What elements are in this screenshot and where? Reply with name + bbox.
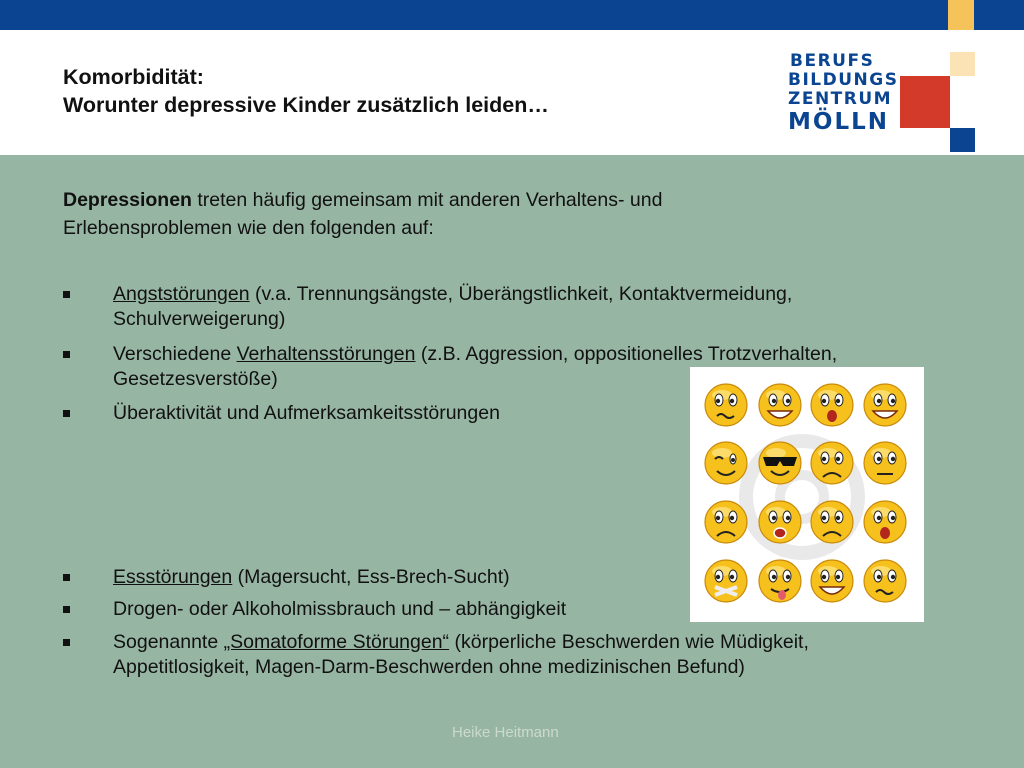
laughing-face-icon (864, 384, 906, 426)
intro-line-2: Erlebensproblemen wie den folgenden auf: (63, 217, 434, 239)
winking-face-icon (705, 442, 747, 484)
sad-face-icon (811, 442, 853, 484)
logo-square-red (900, 76, 950, 128)
slide-header (0, 30, 1024, 155)
bullet-text: (z.B. Aggression, oppositionelles Trotzverhalten, (415, 343, 838, 365)
confused-face-icon (705, 384, 747, 426)
top-bar-accent (948, 0, 974, 30)
bullet-text-line-2: Appetitlosigkeit, Magen-Darm-Beschwerden ohne medizinischen Befund) (113, 656, 745, 678)
footer-author: Heike Heitmann (452, 724, 559, 741)
bullet-marker (63, 291, 70, 298)
bullet-text: (Magersucht, Ess-Brech-Sucht) (232, 566, 510, 588)
angry-face-icon (759, 501, 801, 543)
bullet-marker (63, 351, 70, 358)
taped-mouth-face-icon (705, 560, 747, 602)
logo-line-4: MÖLLN (788, 109, 890, 135)
bullet-prefix: Verschiedene (113, 343, 237, 365)
frowning-face-icon (705, 501, 747, 543)
emoji-grid (690, 367, 924, 622)
top-bar (0, 0, 1024, 30)
bullet-marker (63, 574, 70, 581)
title-line-2: Worunter depressive Kinder zusätzlich leiden… (63, 93, 549, 117)
title-line-1: Komorbidität: (63, 65, 204, 89)
bullet-marker (63, 410, 70, 417)
bullet-text-line-2: Gesetzesverstöße) (113, 368, 278, 390)
bullet-term: „Somatoforme Störungen“ (223, 631, 450, 653)
tongue-face-icon (759, 560, 801, 602)
grinning-face-icon (759, 384, 801, 426)
bullet-text: Drogen- oder Alkoholmissbrauch und – abhängigkeit (113, 598, 567, 620)
worried-face-icon (864, 560, 906, 602)
emoji-image (690, 367, 924, 622)
bullet-term: Verhaltensstörungen (236, 343, 416, 365)
intro-paragraph (63, 186, 883, 242)
logo-line-3: ZENTRUM (788, 89, 893, 109)
school-logo (788, 52, 1024, 156)
bullet-prefix: Sogenannte (113, 631, 224, 653)
slide-title (63, 63, 549, 119)
sunglasses-face-icon (759, 442, 801, 484)
neutral-face-icon (864, 442, 906, 484)
logo-square-blue (950, 128, 975, 152)
crazy-face-icon (811, 560, 853, 602)
logo-text (788, 52, 898, 135)
bullet-text: Überaktivität und Aufmerksamkeitsstörungen (113, 402, 500, 424)
bullet-text: (v.a. Trennungsängste, Überängstlichkeit, Kontaktvermeidung, (249, 283, 793, 305)
bullet-text: (körperliche Beschwerden wie Müdigkeit, (449, 631, 809, 653)
logo-line-2: BILDUNGS (788, 70, 899, 90)
bullet-marker (63, 639, 70, 646)
intro-bold: Depressionen (63, 189, 192, 211)
shocked-face-icon (811, 384, 853, 426)
intro-rest: treten häufig gemeinsam mit anderen Verhaltens- und (191, 189, 663, 211)
bullet-term: Essstörungen (113, 566, 233, 588)
bullet-marker (63, 606, 70, 613)
logo-line-1: BERUFS (790, 51, 875, 71)
bullet-term: Angststörungen (113, 283, 250, 305)
crying-face-icon (811, 501, 853, 543)
logo-square-pale (950, 52, 975, 76)
bullet-text-line-2: Schulverweigerung) (113, 308, 286, 330)
kissing-face-icon (864, 501, 906, 543)
